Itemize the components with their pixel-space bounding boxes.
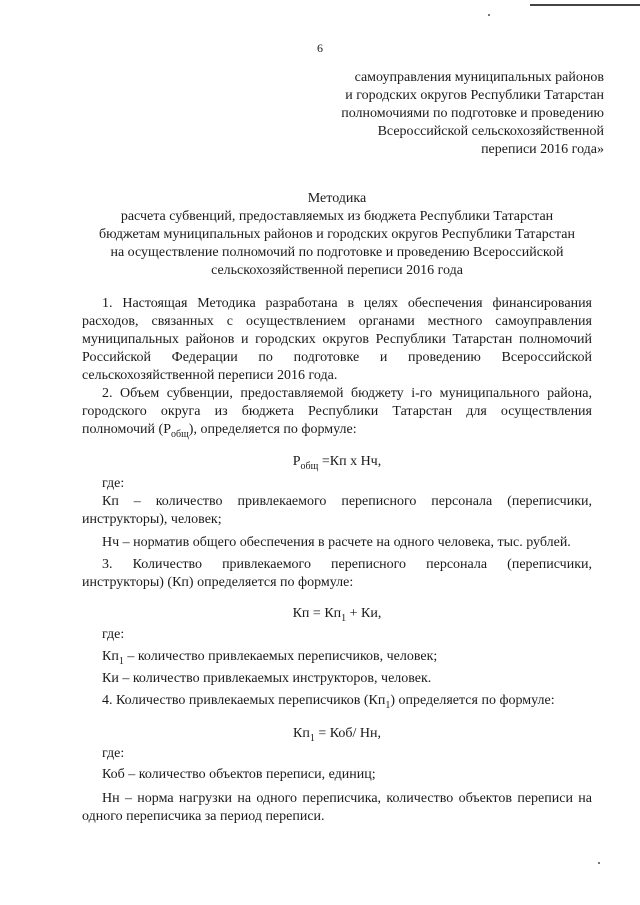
definition-line: Кп – количество привлекаемого переписного персонала (переписчики, bbox=[102, 494, 592, 509]
section-2-paragraph bbox=[82, 385, 592, 444]
section-3-paragraph bbox=[82, 556, 592, 592]
paragraph-line: полномочий $(Р_{общ})$, определяется по формуле: bbox=[82, 422, 357, 440]
paragraph-line: муниципальных районов и городских округов Республики Татарстан полномочий bbox=[82, 332, 592, 347]
title-line: расчета субвенций, предоставляемых из бюджета Республики Татарстан bbox=[120, 209, 554, 224]
where-label: где: bbox=[102, 627, 125, 642]
paragraph-line: 1. Настоящая Методика разработана в целях обеспечения финансирования bbox=[102, 296, 592, 311]
definition-line: одного переписчика за период переписи. bbox=[82, 809, 325, 824]
definition-kp bbox=[82, 493, 592, 529]
methodology-title bbox=[82, 190, 592, 280]
definition-nn bbox=[82, 790, 592, 826]
header-line: Всероссийской сельскохозяйственной bbox=[377, 124, 604, 139]
title-line: на осуществление полномочий по подготовке и проведению Всероссийской bbox=[110, 245, 564, 260]
paragraph-line: инструкторы) (Кп) определяется по формуле: bbox=[82, 575, 354, 590]
paragraph-line: сельскохозяйственной переписи 2016 года. bbox=[82, 368, 338, 383]
where-label: где: bbox=[102, 476, 125, 491]
paragraph-line: городского округа из бюджета Республики Татарстан для осуществления bbox=[82, 404, 592, 419]
header-block bbox=[300, 69, 604, 159]
where-label: где: bbox=[102, 746, 125, 761]
header-line: переписи 2016 года» bbox=[481, 142, 604, 157]
definition-nch: Нч – норматив общего обеспечения в расчете на одного человека, тыс. рублей. bbox=[102, 535, 571, 550]
header-line: самоуправления муниципальных районов bbox=[354, 70, 604, 85]
formula-total-subvention: $Р_{общ} =Кп$ х Нч, bbox=[292, 454, 382, 472]
definition-line: Нн – норма нагрузки на одного переписчика, количество объектов переписи на bbox=[102, 791, 592, 806]
title-heading: Методика bbox=[307, 191, 367, 206]
paragraph-line: расходов, связанных с осуществлением органами местного самоуправления bbox=[82, 314, 592, 329]
title-line: сельскохозяйственной переписи 2016 года bbox=[211, 263, 463, 278]
scan-artifact-line bbox=[530, 4, 640, 6]
definition-line: инструкторы), человек; bbox=[82, 512, 222, 527]
paragraph-line: Российской Федерации по подготовке и проведению Всероссийской bbox=[82, 350, 592, 365]
scan-artifact-dot bbox=[598, 862, 600, 864]
header-line: и городских округов Республики Татарстан bbox=[345, 88, 604, 103]
formula-enumerator-count: $Кп_1 = Коб/$ Нн, bbox=[293, 726, 381, 744]
definition-kob: Коб – количество объектов переписи, единиц; bbox=[102, 767, 376, 782]
definition-kp1: $Кп_1$ – количество привлекаемых переписчиков, человек; bbox=[102, 649, 438, 667]
page-number: 6 bbox=[317, 41, 323, 55]
section-4-paragraph: 4. Количество привлекаемых переписчиков $(Кп_1)$ определяется по формуле: bbox=[102, 693, 555, 711]
paragraph-line: 2. Объем субвенции, предоставляемой бюджету i-го муниципального района, bbox=[102, 386, 592, 401]
definition-ki: Ки – количество привлекаемых инструкторов, человек. bbox=[102, 671, 432, 686]
scan-artifact-dot bbox=[488, 14, 490, 16]
title-line: бюджетам муниципальных районов и городских округов Республики Татарстан bbox=[98, 227, 576, 242]
formula-personnel-count: Кп = $Кп_1$ + Ки, bbox=[292, 606, 382, 624]
header-line: полномочиями по подготовке и проведению bbox=[341, 106, 604, 121]
section-1-paragraph bbox=[82, 295, 592, 385]
paragraph-line: 3. Количество привлекаемого переписного персонала (переписчики, bbox=[102, 557, 592, 572]
